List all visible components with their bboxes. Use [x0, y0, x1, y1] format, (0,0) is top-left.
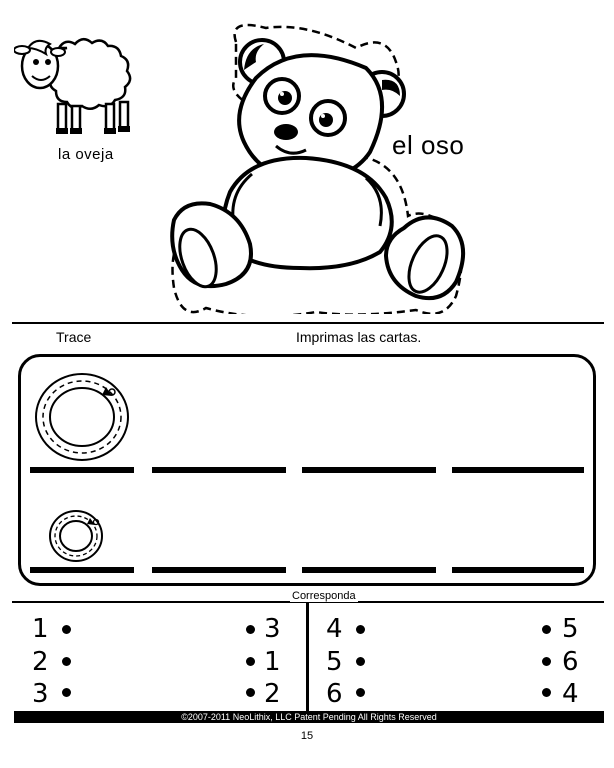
match-dot[interactable] [356, 625, 365, 634]
match-right-number: 3 [264, 614, 281, 644]
print-letters-heading: Imprimas las cartas. [296, 329, 422, 345]
match-dot[interactable] [62, 625, 71, 634]
trace-heading: Trace [56, 329, 92, 345]
match-dot[interactable] [542, 688, 551, 697]
match-center-divider [306, 603, 309, 711]
match-dot[interactable] [542, 657, 551, 666]
writing-line[interactable] [452, 567, 584, 573]
match-dot[interactable] [246, 688, 255, 697]
bear-label: el oso [392, 130, 465, 160]
writing-line[interactable] [152, 567, 286, 573]
sheep-label: la oveja [58, 146, 114, 163]
writing-line[interactable] [30, 567, 134, 573]
match-right-number: 2 [264, 679, 281, 709]
match-dot[interactable] [356, 657, 365, 666]
writing-line[interactable] [152, 467, 286, 473]
match-heading: Corresponda [292, 590, 356, 602]
top-divider [12, 322, 604, 324]
match-left-number: 4 [326, 614, 343, 644]
writing-line[interactable] [30, 467, 134, 473]
match-dot[interactable] [542, 625, 551, 634]
match-dot[interactable] [246, 625, 255, 634]
match-right-number: 6 [562, 647, 579, 677]
writing-line[interactable] [302, 567, 436, 573]
writing-line[interactable] [302, 467, 436, 473]
large-o-trace-guide [32, 370, 136, 464]
teddy-bear-illustration [160, 14, 470, 314]
match-dot[interactable] [246, 657, 255, 666]
match-right-number: 4 [562, 679, 579, 709]
match-right-number: 1 [264, 647, 281, 677]
match-left-number: 1 [32, 614, 49, 644]
page-number: 15 [300, 730, 314, 742]
match-dot[interactable] [62, 657, 71, 666]
match-left-number: 2 [32, 647, 49, 677]
match-left-number: 5 [326, 647, 343, 677]
match-left-number: 3 [32, 679, 49, 709]
match-right-number: 5 [562, 614, 579, 644]
copyright-bar: ©2007-2011 NeoLithix, LLC Patent Pending All Rights Reserved [14, 711, 604, 723]
match-dot[interactable] [356, 688, 365, 697]
writing-line[interactable] [452, 467, 584, 473]
sheep-illustration [14, 30, 146, 142]
match-dot[interactable] [62, 688, 71, 697]
small-o-trace-guide [48, 506, 108, 566]
match-left-number: 6 [326, 679, 343, 709]
